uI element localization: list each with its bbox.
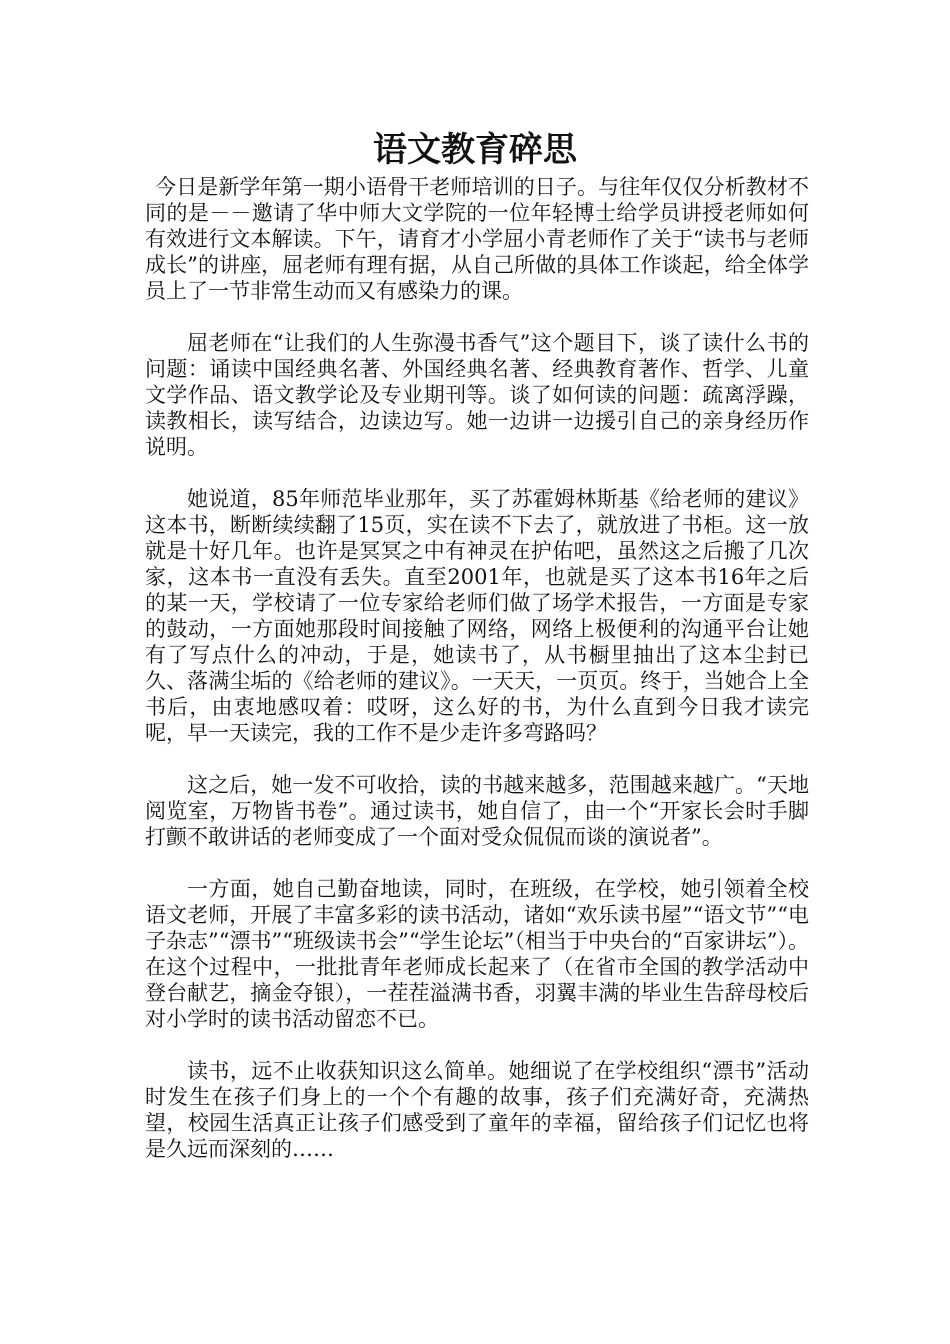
paragraph-4: 这之后，她一发不可收拾，读的书越来越多，范围越来越广。“天地阅览室，万物皆书卷”。通过读书，她自信了，由一个“开家长会时手脚打颤不敢讲话的老师变成了一个面对受众侃侃而谈的演说者”。: [145, 773, 809, 849]
paragraph-6: 读书，远不止收获知识这么简单。她细说了在学校组织“漂书”活动时发生在孩子们身上的一个个有趣的故事，孩子们充满好奇，充满热望，校园生活真正让孩子们感受到了童年的幸福，留给孩子们记忆也将是久远而深刻的……: [145, 1059, 809, 1161]
paragraph-5: 一方面，她自己勤奋地读，同时，在班级，在学校，她引领着全校语文老师，开展了丰富多彩的读书活动，诸如“欢乐读书屋”“语文节”“电子杂志”“漂书”“班级读书会”“学生论坛”（相当于中央台的“百家讲坛”）。在这个过程中，一批批青年老师成长起来了（在省市全国的教学活动中登台献艺，摘金夺银），一茬茬溢满书香，羽翼丰满的毕业生告辞母校后对小学时的读书活动留恋不已。: [145, 877, 809, 1031]
document-body: [145, 174, 809, 1188]
paragraph-3: 她说道，85年师范毕业那年，买了苏霍姆林斯基《给老师的建议》这本书，断断续续翻了15页，实在读不下去了，就放进了书柜。这一放就是十好几年。也许是冥冥之中有神灵在护佑吧，虽然这之后搬了几次家，这本书一直没有丢失。直至2001年，也就是买了这本书16年之后的某一天，学校请了一位专家给老师们做了场学术报告，一方面是专家的鼓动，一方面她那段时间接触了网络，网络上极便利的沟通平台让她有了写点什么的冲动，于是，她读书了，从书橱里抽出了这本尘封已久、落满尘垢的《给老师的建议》。一天天，一页页。终于，当她合上全书后，由衷地感叹着：哎呀，这么好的书，为什么直到今日我才读完呢，早一天读完，我的工作不是少走许多弯路吗？: [145, 487, 809, 745]
document-title: 语文教育碎思: [373, 130, 577, 170]
paragraph-2: 屈老师在“让我们的人生弥漫书香气”这个题目下，谈了读什么书的问题：诵读中国经典名著、外国经典名著、经典教育著作、哲学、儿童文学作品、语文教学论及专业期刊等。谈了如何读的问题：疏离浮躁，读教相长，读写结合，边读边写。她一边讲一边援引自己的亲身经历作说明。: [145, 331, 809, 459]
paragraph-1: 今日是新学年第一期小语骨干老师培训的日子。与往年仅仅分析教材不同的是－－邀请了华中师大文学院的一位年轻博士给学员讲授老师如何有效进行文本解读。下午，请育才小学屈小青老师作了关于“读书与老师成长”的讲座，屈老师有理有据，从自己所做的具体工作谈起，给全体学员上了一节非常生动而又有感染力的课。: [145, 175, 809, 303]
